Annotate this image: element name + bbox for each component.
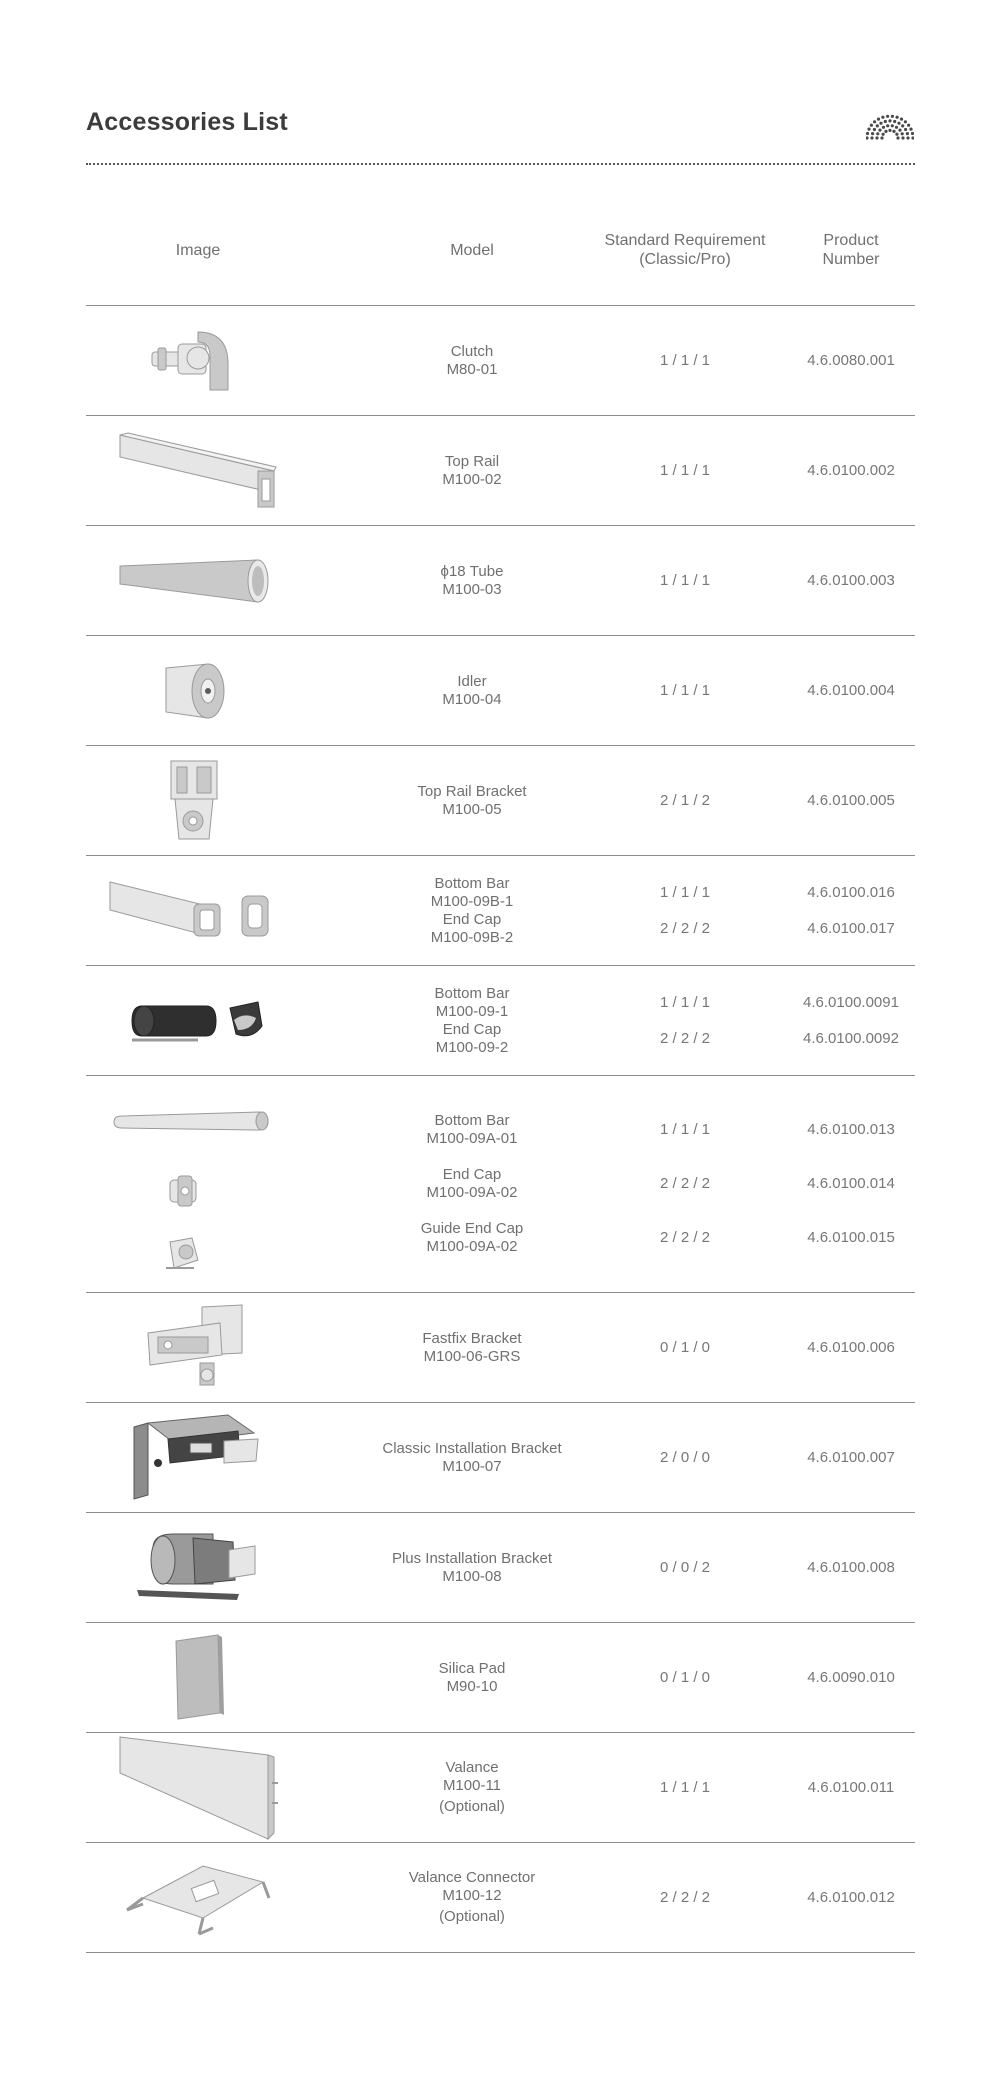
model-code: M100-02 [442,470,502,488]
requirement-value: 2 / 2 / 2 [659,1175,711,1192]
product-number-value: 4.6.0100.008 [807,1558,895,1576]
model-code: M100-09B-1 [430,892,514,910]
product-number-value: 4.6.0100.0091 [803,993,899,1011]
model-code: M100-11 [442,1777,502,1794]
requirement-cell [585,1843,785,1952]
bottom-bar-round-icon [128,996,268,1046]
model-code: M100-03 [442,580,502,598]
requirement-cell [585,856,785,965]
model-name: Valance [445,1759,499,1776]
classic-bracket-icon [128,1413,268,1503]
brand-logo-icon [866,108,914,140]
product-number-cell [786,636,916,745]
model-code: M100-09A-01 [426,1130,518,1147]
product-number-value: 4.6.0100.011 [807,1778,895,1796]
table-row [86,1403,915,1513]
fastfix-bracket-icon [138,1303,258,1393]
product-number-value: 4.6.0100.003 [807,571,895,589]
product-number-value: 4.6.0100.006 [807,1338,895,1356]
model-name: End Cap [442,1020,502,1038]
product-number-value: 4.6.0100.002 [807,461,895,479]
page-title: Accessories List [86,108,288,136]
product-number-value: 4.6.0100.014 [807,1175,895,1192]
product-number-value: 4.6.0100.015 [807,1229,895,1246]
requirement-value: 1 / 1 / 1 [659,883,711,901]
top-rail-bracket-icon [163,759,233,843]
model-code: M100-12 [442,1887,502,1904]
model-cell [360,1513,584,1622]
product-number-cell [786,526,916,635]
model-code: M100-05 [442,800,502,818]
model-name: Classic Installation Bracket [382,1439,562,1457]
valance-icon [118,1733,278,1843]
model-code: M100-07 [442,1457,502,1475]
model-cell [360,416,584,525]
model-cell [360,966,584,1075]
model-name: Bottom Bar [434,874,510,892]
requirement-cell [585,1513,785,1622]
table-row [86,1623,915,1733]
requirement-value: 1 / 1 / 1 [659,681,711,699]
model-code: M100-09B-2 [430,928,514,946]
model-name: Top Rail [444,452,500,470]
top-rail-icon [118,431,278,511]
table-row [86,856,915,966]
title-divider [86,163,915,165]
product-number-cell [786,746,916,855]
requirement-cell [585,1293,785,1402]
requirement-cell [585,746,785,855]
model-code: M100-09-2 [435,1038,509,1056]
model-cell [360,1403,584,1512]
table-row [86,636,915,746]
requirement-value: 0 / 1 / 0 [659,1338,711,1356]
requirement-value: 1 / 1 / 1 [659,571,711,589]
model-name: Silica Pad [438,1659,506,1677]
model-note: (Optional) [439,1798,505,1815]
requirement-value: 1 / 1 / 1 [659,993,711,1011]
product-number-value: 4.6.0100.0092 [803,1029,899,1047]
plus-bracket-icon [133,1528,263,1608]
product-number-cell [786,1513,916,1622]
product-number-value: 4.6.0100.005 [807,791,895,809]
model-code: M100-06-GRS [423,1347,521,1365]
model-code: M100-09A-02 [426,1238,518,1255]
model-name: End Cap [442,1166,502,1183]
product-number-value: 4.6.0080.001 [807,351,895,369]
model-cell [360,746,584,855]
requirement-value: 1 / 1 / 1 [659,461,711,479]
model-cell [360,1293,584,1402]
requirement-value: 1 / 1 / 1 [659,1121,711,1138]
table-row [86,1733,915,1843]
model-note: (Optional) [439,1908,505,1925]
requirement-cell [585,1623,785,1732]
model-name: ϕ18 Tube [440,562,504,580]
product-number-value: 4.6.0100.013 [807,1121,895,1138]
model-cell [360,306,584,415]
product-number-cell [786,1843,916,1952]
product-number-cell [786,856,916,965]
table-row [86,416,915,526]
model-cell [360,856,584,965]
tube-icon [118,556,278,606]
product-number-cell [786,1293,916,1402]
requirement-value: 2 / 2 / 2 [659,1888,711,1906]
requirement-cell [585,966,785,1075]
product-number-value: 4.6.0100.017 [807,919,895,937]
requirement-cell [585,1076,785,1292]
model-cell [360,1733,584,1842]
product-number-value: 4.6.0100.007 [807,1448,895,1466]
valance-connector-icon [123,1858,273,1938]
bottom-bar-a-icon [108,1094,288,1274]
requirement-cell [585,1733,785,1842]
model-cell [360,1076,584,1292]
requirement-cell [585,526,785,635]
header-product-number: Product Number [822,232,880,268]
product-number-cell [786,306,916,415]
requirement-value: 0 / 0 / 2 [659,1558,711,1576]
silica-pad-icon [168,1633,228,1723]
model-code: M80-01 [446,360,498,378]
model-name: Bottom Bar [434,984,510,1002]
requirement-value: 2 / 1 / 2 [659,791,711,809]
header-requirement: Standard Requirement (Classic/Pro) [604,232,766,268]
requirement-cell [585,636,785,745]
model-name: End Cap [442,910,502,928]
header-model: Model [450,241,494,259]
product-number-value: 4.6.0100.004 [807,681,895,699]
idler-icon [158,656,238,726]
model-code: M100-08 [442,1567,502,1585]
requirement-value: 1 / 1 / 1 [659,1778,711,1796]
model-cell [360,636,584,745]
requirement-value: 2 / 2 / 2 [659,1229,711,1246]
product-number-cell [786,1076,916,1292]
header-image: Image [175,241,221,259]
model-cell [360,1843,584,1952]
model-name: Valance Connector [408,1869,536,1886]
requirement-value: 2 / 0 / 0 [659,1448,711,1466]
model-code: M100-09A-02 [426,1184,518,1201]
requirement-value: 1 / 1 / 1 [659,351,711,369]
table-row [86,1076,915,1293]
product-number-cell [786,416,916,525]
table-row [86,746,915,856]
requirement-cell [585,306,785,415]
product-number-cell [786,1623,916,1732]
requirement-cell [585,1403,785,1512]
model-name: Fastfix Bracket [422,1329,522,1347]
model-name: Guide End Cap [420,1220,524,1237]
table-row [86,966,915,1076]
product-number-value: 4.6.0090.010 [807,1668,895,1686]
accessories-table [86,195,915,1953]
model-name: Idler [457,672,487,690]
requirement-value: 2 / 2 / 2 [659,1029,711,1047]
product-number-cell [786,1733,916,1842]
requirement-value: 0 / 1 / 0 [659,1668,711,1686]
clutch-icon [148,326,248,396]
table-header [86,195,915,306]
requirement-value: 2 / 2 / 2 [659,919,711,937]
model-name: Plus Installation Bracket [391,1549,553,1567]
table-row [86,1293,915,1403]
model-cell [360,1623,584,1732]
model-name: Clutch [450,342,494,360]
model-name: Bottom Bar [434,1112,510,1129]
requirement-cell [585,416,785,525]
model-code: M100-09-1 [435,1002,509,1020]
product-number-value: 4.6.0100.016 [807,883,895,901]
table-row [86,1513,915,1623]
model-cell [360,526,584,635]
table-row [86,1843,915,1953]
bottom-bar-b-icon [108,876,288,946]
product-number-value: 4.6.0100.012 [807,1888,895,1906]
product-number-cell [786,966,916,1075]
table-row [86,526,915,636]
model-name: Top Rail Bracket [417,782,527,800]
model-code: M90-10 [446,1677,498,1695]
model-code: M100-04 [442,690,502,708]
product-number-cell [786,1403,916,1512]
table-row [86,306,915,416]
